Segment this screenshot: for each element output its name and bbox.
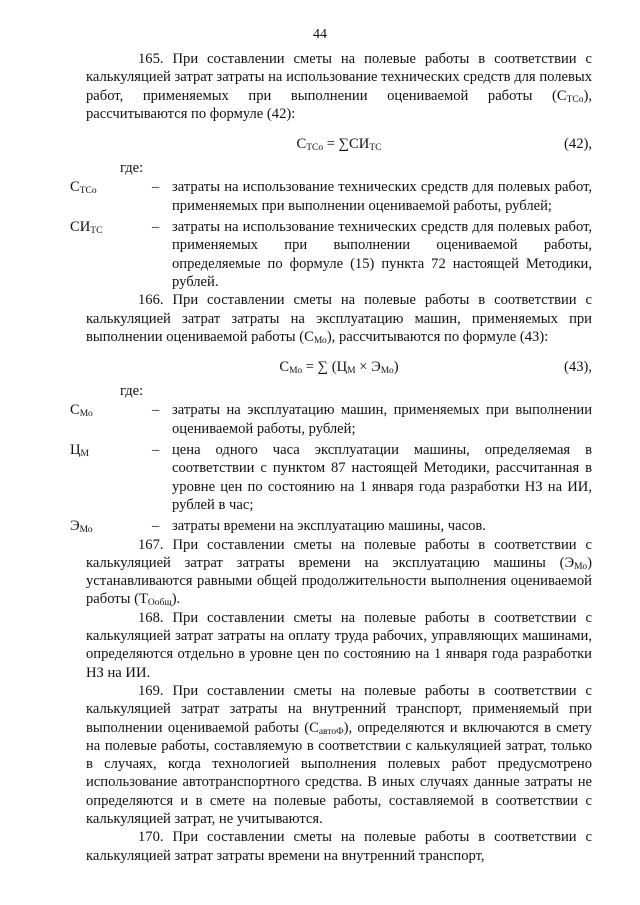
formula-43-number: (43), [564, 359, 592, 376]
definition-symbol: $С_{ТСо}$ [70, 179, 97, 197]
paragraph-166: 166. При составлении сметы на полевые работы в соответствии с калькуляцией затрат затраты на эксплуатацию машин, применяемых при выполнении оцениваемой работы $(С_{Мо})$, рассчитываются по формуле (43): [86, 292, 592, 346]
formula-42 [86, 133, 592, 155]
formula-42-expression: $С_{ТСо} = \sum СИ_{ТС}$ [296, 136, 382, 154]
formula-42-number: (42), [564, 136, 592, 153]
definition-dash: – [152, 442, 160, 459]
definition-text: цена одного часа эксплуатации машины, определяемая в соответствии с пунктом 87 настоящей Методики, рассчитанная в уровне цен по состоянию на 1 января года разработки НЗ на ИИ, рублей в час; [172, 442, 592, 513]
paragraph-168: 168. При составлении сметы на полевые работы в соответствии с калькуляцией затрат затраты на оплату труда рабочих, управляющих машинами, определяются отдельно в уровне цен по состоянию на 1 января года разработки НЗ на ИИ. [86, 609, 592, 681]
page-content [70, 50, 592, 865]
formula-43 [86, 356, 592, 378]
definition-item [70, 441, 592, 514]
definition-item [70, 517, 592, 535]
definition-dash: – [152, 402, 160, 419]
paragraph-170: 170. При составлении сметы на полевые работы в соответствии с калькуляцией затрат затраты времени на внутренний транспорт, [86, 829, 592, 864]
definition-dash: – [152, 518, 160, 535]
definition-symbol: $Ц_М$ [70, 442, 89, 460]
definition-symbol: $СИ_{ТС}$ [70, 219, 103, 237]
definition-item [70, 178, 592, 215]
definition-item [70, 218, 592, 291]
definition-text: затраты на использование технических средств для полевых работ, применяемых при выполнении оцениваемой работы, определяемые по формуле (15) пункта 72 настоящей Методики, рублей. [172, 219, 592, 290]
paragraph-169: 169. При составлении сметы на полевые работы в соответствии с калькуляцией затрат затраты на внутренний транспорт, применяемый при выполнении оцениваемой работы $(С_{автоФ})$, определяются и включаются в смету на полевые работы, составляемую в соответствии с калькуляцией затрат, только в случаях, когда технологией выполнения полевых работ предусмотрено использование автотранспортного средства. В иных случаях данные затраты не определяются и в смете на полевые работы, составляемой в соответствии с калькуляцией затрат, не учитываются. [86, 682, 592, 827]
formula-43-expression: $С_{Мо}$ = ∑ $(Ц_М \times Э_{Мо})$ [279, 359, 399, 377]
paragraph-167: 167. При составлении сметы на полевые работы в соответствии с калькуляцией затрат затраты времени на эксплуатацию машины $(Э_{Мо})$ устанавливаются равными общей продолжительности выполнения оцениваемой работы $(Т_{Ообщ})$. [86, 536, 592, 609]
definition-item [70, 401, 592, 438]
definition-symbol: $С_{Мо}$ [70, 402, 93, 420]
definition-text: затраты на использование технических средств для полевых работ, применяемых при выполнении оцениваемой работы, рублей; [172, 179, 592, 214]
definition-text: затраты времени на эксплуатацию машины, часов. [172, 518, 486, 535]
where-label: где: [120, 383, 144, 400]
where-label: где: [120, 160, 144, 177]
page-number: 44 [313, 27, 327, 42]
definition-dash: – [152, 179, 160, 196]
definition-symbol: $Э_{Мо}$ [70, 518, 93, 536]
definition-text: затраты на эксплуатацию машин, применяемых при выполнении оцениваемой работы, рублей; [172, 402, 592, 437]
paragraph-165: 165. При составлении сметы на полевые работы в соответствии с калькуляцией затрат затраты на использование технических средств для полевых работ, применяемых при выполнении оцениваемой работы $(С_{ТСо})$, рассчитываются по формуле (42): [86, 51, 592, 122]
definition-dash: – [152, 219, 160, 236]
